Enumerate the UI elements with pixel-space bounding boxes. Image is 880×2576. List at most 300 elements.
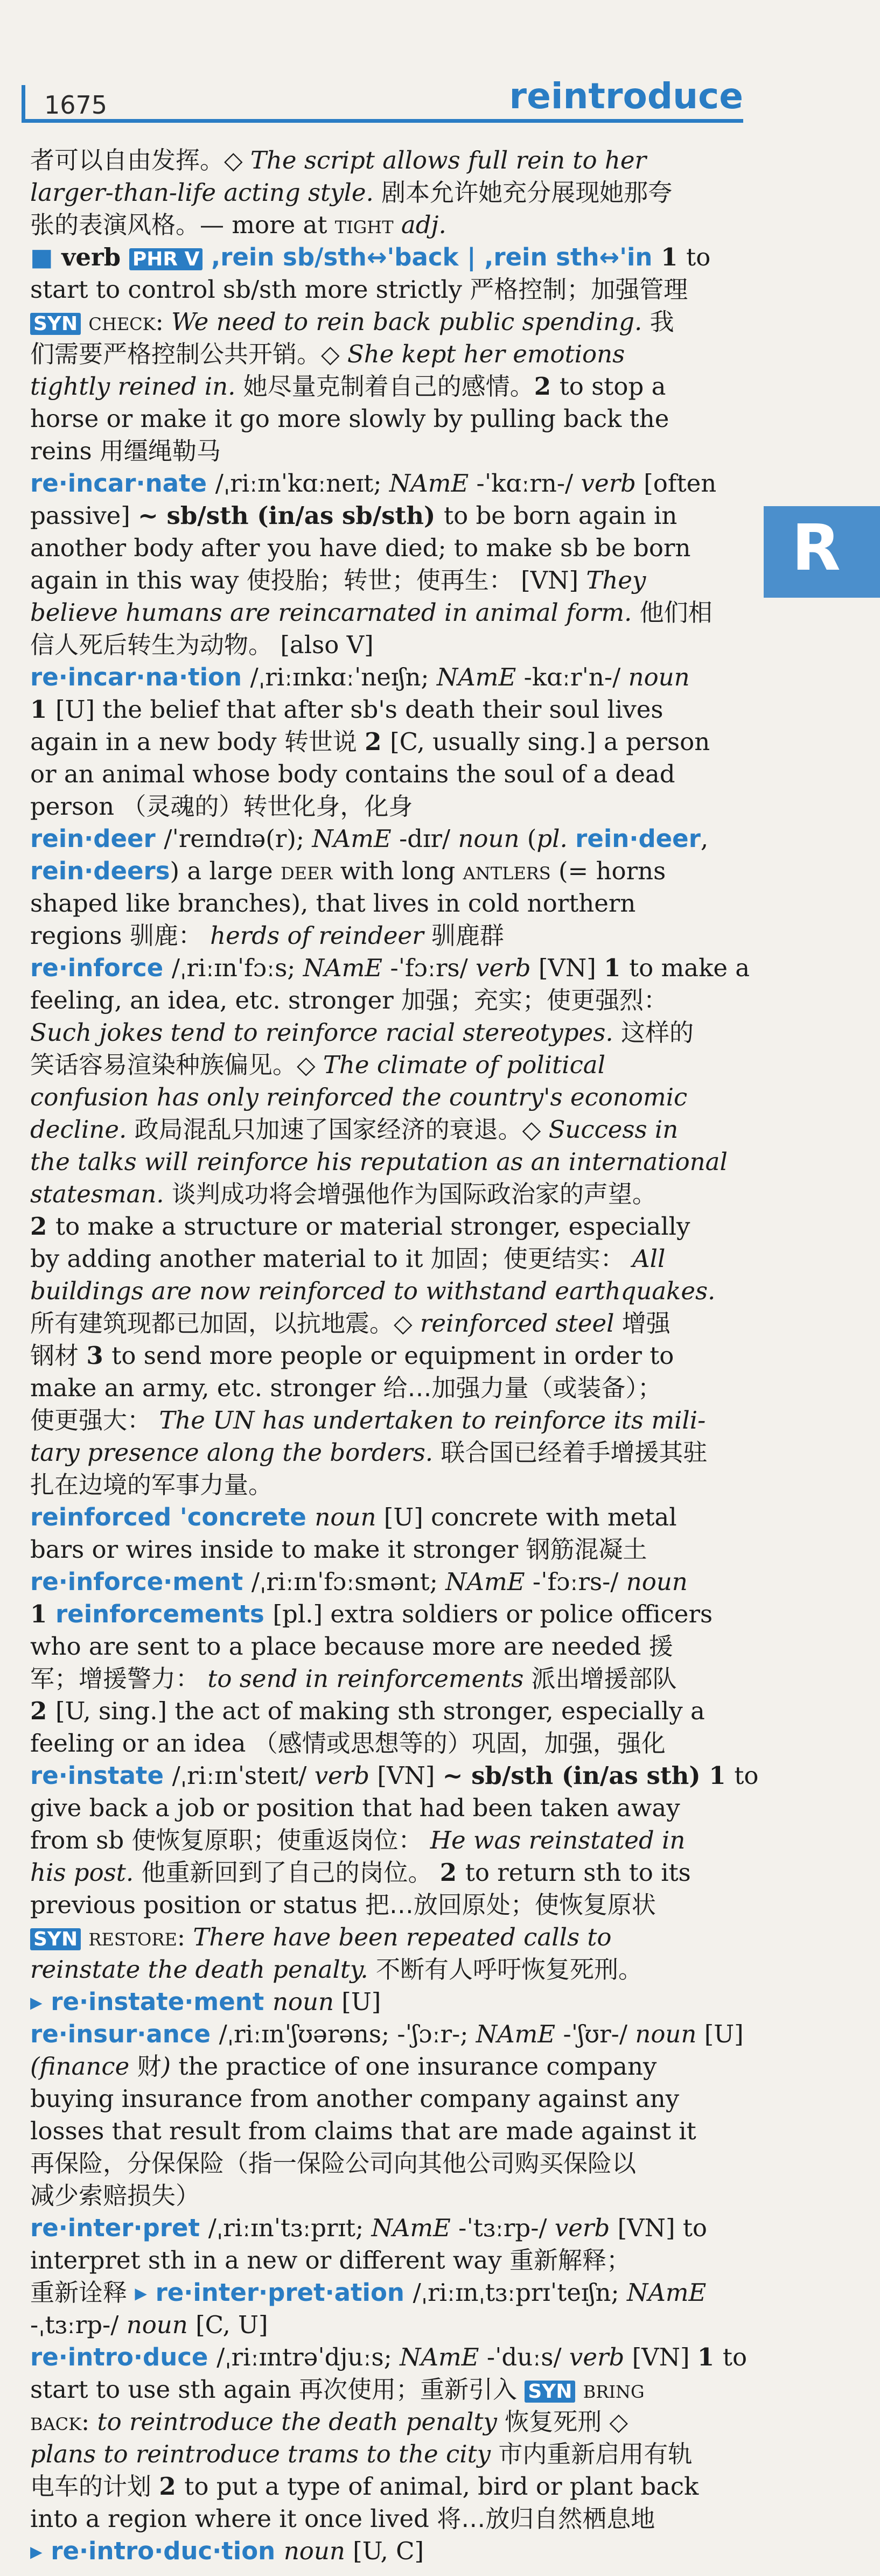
text-segment: to return sth to its xyxy=(465,1858,691,1887)
text-segment: ) a large xyxy=(170,857,281,885)
text-segment: again in this way xyxy=(30,566,247,594)
text-segment: NAmE xyxy=(303,954,390,982)
text-segment: 再次使用；重新引入 xyxy=(299,2375,525,2404)
text-segment: noun xyxy=(458,824,527,853)
text-line xyxy=(30,2115,753,2147)
text-line xyxy=(30,597,753,629)
text-segment: 3 xyxy=(86,1341,112,1370)
text-line xyxy=(30,274,753,306)
text-segment: verb xyxy=(314,1761,378,1790)
text-segment: NAmE xyxy=(445,1567,533,1596)
text-segment: another body after you have died; to make sb be born xyxy=(30,534,691,562)
headword: re·instate xyxy=(30,1761,172,1790)
text-line xyxy=(30,1146,753,1178)
text-segment: his post. xyxy=(30,1858,142,1887)
text-segment: 使投胎；转世；使再生： xyxy=(246,566,513,594)
text-segment: give back a job or position that had been taken away xyxy=(30,1794,680,1822)
text-segment: 他们相 xyxy=(639,598,713,627)
text-line xyxy=(30,1049,753,1081)
text-segment: 信人死后转生为动物。 xyxy=(30,631,273,659)
text-line xyxy=(30,1017,753,1049)
text-line xyxy=(30,2147,753,2180)
headword: rein·deer xyxy=(30,824,164,853)
text-segment: (finance xyxy=(30,2052,137,2081)
text-segment: ~ sb/sth (in/as sb/sth) xyxy=(138,501,444,530)
label-tag: SYN xyxy=(30,313,81,335)
text-line xyxy=(30,1598,753,1630)
text-segment: -ˈʃʊr-/ xyxy=(563,2020,635,2048)
text-segment: 加固；使更结实： xyxy=(430,1244,633,1273)
text-line xyxy=(30,2341,753,2374)
text-line xyxy=(30,758,753,790)
text-line xyxy=(30,2374,753,2406)
text-segment: : xyxy=(177,1923,193,1951)
text-line xyxy=(30,532,753,564)
text-segment: 严格控制；加强管理 xyxy=(470,275,688,304)
text-segment: The climate of political xyxy=(323,1051,605,1079)
text-segment: NAmE xyxy=(436,663,524,691)
text-line xyxy=(30,2535,753,2567)
text-segment: 派出增援部队 xyxy=(531,1664,677,1693)
text-line xyxy=(30,1275,753,1307)
text-segment: plans to reintroduce trams to the city xyxy=(30,2440,499,2468)
text-segment: /ˌriːɪnˈʃʊərəns; -ˈʃɔːr-; xyxy=(219,2020,476,2048)
text-segment: to xyxy=(734,1761,759,1790)
text-segment: 他重新回到了自己的岗位。 xyxy=(141,1858,440,1887)
text-segment: to make a xyxy=(629,954,750,982)
text-segment: 所有建筑现都已加固，以抗地震。◇ xyxy=(30,1309,420,1338)
text-line xyxy=(30,984,753,1017)
text-segment: /ˌriːɪntrəˈdjuːs; xyxy=(216,2343,400,2371)
text-segment: 不断有人呼吁恢复死刑。 xyxy=(375,1955,642,1984)
text-line xyxy=(30,306,753,338)
text-line xyxy=(30,1760,759,1792)
text-segment: [VN] xyxy=(377,1761,443,1790)
text-line xyxy=(30,2244,753,2277)
text-segment: /ˌriːɪnˈtɜːprɪt; xyxy=(208,2214,372,2242)
text-segment: [U] xyxy=(341,1987,381,2016)
text-line xyxy=(30,144,753,177)
text-line xyxy=(30,1663,753,1695)
text-segment: He was reinstated in xyxy=(430,1826,686,1854)
text-segment: 驯鹿： xyxy=(129,921,211,950)
text-segment: reins xyxy=(30,437,100,465)
text-segment: by adding another material to it xyxy=(30,1244,431,1273)
text-segment: /ˌriːɪnkɑːˈneɪʃn; xyxy=(250,663,437,691)
text-segment: They xyxy=(586,566,646,594)
text-segment: The script allows full rein to her xyxy=(250,146,647,174)
text-segment: back xyxy=(30,2407,82,2436)
text-line xyxy=(30,1630,753,1663)
headword: re·insur·ance xyxy=(30,2020,219,2048)
text-segment: 使更强大： xyxy=(30,1406,159,1434)
text-segment: /ˈreɪndɪə(r); xyxy=(164,824,312,853)
text-segment: 2 xyxy=(365,727,390,756)
text-line xyxy=(30,2083,753,2115)
text-segment: to be born again in xyxy=(443,501,678,530)
text-segment: start to use sth again xyxy=(30,2375,299,2404)
text-segment: to put a type of animal, bird or plant back xyxy=(184,2472,699,2501)
text-segment: NAmE xyxy=(371,2214,459,2242)
text-segment: -ˌtɜːrp-/ xyxy=(30,2311,127,2339)
text-segment: /ˌriːɪnˈfɔːsmənt; xyxy=(251,1567,446,1596)
text-segment: -dɪr/ xyxy=(399,824,458,853)
text-line xyxy=(30,1727,753,1760)
text-segment: -ˈtɜːrp-/ xyxy=(458,2214,555,2242)
text-segment: , xyxy=(700,824,709,853)
text-segment: verb xyxy=(61,243,129,271)
text-segment: 把…放回原处；使恢复原状 xyxy=(365,1891,656,1919)
text-segment: 减少索赔损失） xyxy=(30,2181,200,2210)
text-segment: NAmE xyxy=(476,2020,563,2048)
text-segment: [VN] xyxy=(632,2343,697,2371)
text-segment: [often xyxy=(644,469,717,498)
text-segment: ) xyxy=(161,2052,179,2081)
text-segment: check xyxy=(81,307,156,336)
text-segment: [VN] xyxy=(538,954,604,982)
text-segment: 用缰绳勒马 xyxy=(99,437,221,465)
text-segment: 2 xyxy=(30,1212,55,1241)
running-head: reintroduce xyxy=(509,75,743,117)
text-line xyxy=(30,1824,753,1857)
dictionary-entries xyxy=(30,144,759,2567)
text-segment: 钢筋混凝土 xyxy=(526,1535,647,1564)
text-segment: statesman. xyxy=(30,1180,172,1208)
text-segment: antlers xyxy=(463,857,558,885)
text-segment: verb xyxy=(581,469,644,498)
text-segment: [also V] xyxy=(273,631,374,659)
text-segment: larger-than-life acting style. xyxy=(30,178,382,207)
text-segment: with long xyxy=(340,857,463,885)
text-line xyxy=(30,2309,753,2341)
text-segment: who are sent to a place because more are needed xyxy=(30,1632,649,1661)
text-segment: All xyxy=(632,1244,666,1273)
text-segment: make an army, etc. stronger xyxy=(30,1374,383,1402)
text-segment: 这样的 xyxy=(621,1018,694,1047)
text-segment: 政局混乱只加速了国家经济的衰退。◇ xyxy=(134,1115,549,1144)
text-segment: 将…放归自然栖息地 xyxy=(437,2504,655,2533)
text-segment: [C, U] xyxy=(195,2311,268,2339)
text-line xyxy=(30,1437,753,1469)
text-segment: the practice of one insurance company xyxy=(178,2052,657,2081)
text-segment: to xyxy=(722,2343,748,2371)
text-segment: noun xyxy=(628,663,690,691)
text-segment: or an animal whose body contains the soul of a dead xyxy=(30,760,675,788)
text-segment: the talks will reinforce his reputation as an international xyxy=(30,1147,728,1176)
text-segment: 重新诠释 xyxy=(30,2278,135,2307)
text-line xyxy=(30,403,753,435)
text-segment: deer xyxy=(280,857,340,885)
text-segment: 加强；充实；使更强烈： xyxy=(401,986,668,1014)
text-segment: tight xyxy=(334,211,401,239)
text-line xyxy=(30,1566,753,1598)
text-segment: : xyxy=(155,307,172,336)
text-segment: noun xyxy=(315,1503,384,1531)
text-segment: 扎在边境的军事力量。 xyxy=(30,1471,273,1499)
text-segment: NAmE xyxy=(312,824,400,853)
text-segment: There have been repeated calls to xyxy=(193,1923,612,1951)
text-segment: [C, usually sing.] a person xyxy=(390,727,710,756)
text-line xyxy=(30,952,753,984)
text-line xyxy=(30,2180,753,2212)
text-segment: 再保险，分保保险（指一保险公司向其他公司购买保险以 xyxy=(30,2149,637,2178)
text-segment: tary presence along the borders. xyxy=(30,1438,441,1467)
text-segment: /ˌriːɪnˈfɔːs; xyxy=(171,954,303,982)
text-segment: 转世说 xyxy=(284,727,365,756)
thumb-index-tab xyxy=(764,506,880,598)
text-segment: （感情或思想等的）巩固，加强，强化 xyxy=(253,1729,666,1758)
text-segment: to send in reinforcements xyxy=(207,1664,532,1693)
text-line xyxy=(30,1210,753,1243)
text-segment: 2 xyxy=(439,1858,465,1887)
headword: rein·deers xyxy=(30,857,170,885)
text-line xyxy=(30,177,753,209)
text-segment: ~ sb/sth (in/as sth) 1 xyxy=(442,1761,735,1790)
text-segment: 者可以自由发挥。◇ xyxy=(30,146,250,174)
text-segment: [U] concrete with metal xyxy=(383,1503,677,1531)
text-segment: to make a structure or material stronger, especially xyxy=(55,1212,690,1241)
text-line xyxy=(30,2503,753,2535)
label-tag: SYN xyxy=(30,1928,81,1950)
headword: reinforced 'concrete xyxy=(30,1503,315,1531)
text-line xyxy=(30,726,753,758)
text-segment: noun xyxy=(635,2020,704,2048)
text-line xyxy=(30,661,753,694)
headword: re·intro·duce xyxy=(30,2343,217,2371)
text-segment: noun xyxy=(626,1567,688,1596)
text-segment: adj. xyxy=(401,211,446,239)
text-line xyxy=(30,1792,753,1824)
text-segment: 电车的计划 xyxy=(30,2472,159,2501)
text-segment: again in a new body xyxy=(30,727,284,756)
text-segment: 2 xyxy=(30,1697,55,1725)
text-segment: /ˌriːɪnˈsteɪt/ xyxy=(172,1761,315,1790)
text-line xyxy=(30,1534,753,1566)
text-line xyxy=(30,1695,753,1727)
text-segment: She kept her emotions xyxy=(347,340,625,368)
text-line xyxy=(30,564,753,597)
text-segment: -kɑːrˈn-/ xyxy=(523,663,628,691)
text-segment: ▸ re·intro·duc·tion xyxy=(30,2537,284,2565)
text-segment: into a region where it once lived xyxy=(30,2504,437,2533)
text-segment: -ˈfɔːrs-/ xyxy=(532,1567,626,1596)
text-segment: to reintroduce the death penalty xyxy=(97,2407,505,2436)
text-segment: noun xyxy=(272,1987,342,2016)
text-line xyxy=(30,338,753,370)
text-segment: verb xyxy=(476,954,539,982)
text-segment: 给…加强力量（或装备）； xyxy=(383,1374,662,1402)
text-line xyxy=(30,2438,753,2470)
text-line xyxy=(30,435,753,467)
text-segment: ▸ re·inter·pret·ation xyxy=(135,2278,413,2307)
text-segment: restore xyxy=(81,1923,177,1951)
text-line xyxy=(30,823,753,855)
text-segment: 2 xyxy=(534,372,560,401)
text-segment: We need to rein back public spending. xyxy=(171,307,650,336)
text-segment: [U, sing.] the act of making sth stronger, especially a xyxy=(55,1697,705,1725)
text-segment: 1 xyxy=(697,2343,723,2371)
text-segment: NAmE xyxy=(400,2343,487,2371)
headword: rein·deer xyxy=(575,824,701,853)
text-segment: shaped like branches), that lives in cold northern xyxy=(30,889,636,918)
text-segment: 市内重新启用有轨 xyxy=(498,2440,693,2468)
text-segment: reinstate the death penalty. xyxy=(30,1955,376,1984)
text-segment: （灵魂的）转世化身，化身 xyxy=(122,792,413,821)
text-line xyxy=(30,1340,753,1372)
text-segment: person xyxy=(30,792,122,821)
text-line xyxy=(30,1954,753,1986)
headword: reinforcements xyxy=(55,1600,273,1628)
text-segment: 援 xyxy=(648,1632,673,1661)
text-segment: to stop a xyxy=(559,372,666,401)
text-segment: buying insurance from another company against any xyxy=(30,2084,680,2113)
text-segment: from sb xyxy=(30,1826,132,1854)
text-segment: bring xyxy=(575,2375,645,2404)
text-line xyxy=(30,694,753,726)
text-line xyxy=(30,1372,753,1404)
text-segment: to xyxy=(686,243,711,271)
text-segment: losses that result from claims that are made against it xyxy=(30,2117,696,2145)
text-segment: 1 xyxy=(604,954,630,982)
text-segment: 恢复死刑 ◇ xyxy=(505,2407,628,2436)
text-segment: Success in xyxy=(548,1115,679,1144)
text-segment: verb xyxy=(554,2214,618,2242)
headword: re·incar·na·tion xyxy=(30,663,250,691)
text-segment: 1 xyxy=(30,695,55,724)
text-line xyxy=(30,1178,753,1210)
thumb-index-letter: R xyxy=(792,510,841,585)
text-line xyxy=(30,629,753,661)
text-segment: 张的表演风格。 xyxy=(30,211,200,239)
text-line xyxy=(30,500,753,532)
text-segment: 使恢复原职；使重返岗位： xyxy=(131,1826,430,1854)
text-line xyxy=(30,2212,753,2244)
text-segment: 军；增援警力： xyxy=(30,1664,208,1693)
text-line xyxy=(30,1501,753,1534)
text-segment: to send more people or equipment in order to xyxy=(111,1341,674,1370)
text-line xyxy=(30,370,753,403)
text-line xyxy=(30,1889,753,1921)
text-segment: 钢材 xyxy=(30,1341,87,1370)
page-header xyxy=(16,75,743,127)
text-segment: 财 xyxy=(137,2052,162,2081)
text-segment: 谈判成功将会增强他作为国际政治家的声望。 xyxy=(171,1180,656,1208)
text-segment: noun xyxy=(126,2311,196,2339)
text-line xyxy=(30,790,753,823)
text-segment: believe humans are reincarnated in animal form. xyxy=(30,598,640,627)
text-segment: interpret sth in a new or different way xyxy=(30,2246,509,2274)
text-line xyxy=(30,1243,753,1275)
text-segment: 重新解释； xyxy=(509,2246,631,2274)
text-segment: 驯鹿群 xyxy=(431,921,504,950)
text-line xyxy=(30,1081,753,1114)
text-line xyxy=(30,1469,753,1501)
text-segment: start to control sb/sth more strictly xyxy=(30,275,470,304)
text-segment: 1 xyxy=(30,1600,55,1628)
text-segment: -ˈkɑːrn-/ xyxy=(476,469,581,498)
text-segment: ▸ re·instate·ment xyxy=(30,1987,273,2016)
text-segment: /ˌriːɪnˌtɜːprɪˈteɪʃn; xyxy=(413,2278,627,2307)
headword: ,rein sb/sth↔'back | ,rein sth↔'in xyxy=(202,243,661,271)
headword: re·incar·nate xyxy=(30,469,215,498)
text-segment: passive] xyxy=(30,501,138,530)
headword: re·inforce·ment xyxy=(30,1567,252,1596)
text-segment: buildings are now reinforced to withstand earthquakes. xyxy=(30,1277,716,1305)
text-segment: 1 xyxy=(661,243,687,271)
text-segment: NAmE xyxy=(389,469,477,498)
text-line xyxy=(30,2406,753,2438)
text-segment: reinforced steel xyxy=(420,1309,622,1338)
text-line xyxy=(30,887,753,920)
text-segment: 2 xyxy=(159,2472,185,2501)
text-line xyxy=(30,209,753,241)
text-line xyxy=(30,241,753,274)
text-segment: -ˈfɔːrs/ xyxy=(390,954,476,982)
text-segment: [U] xyxy=(704,2020,744,2048)
text-segment: (= horns xyxy=(558,857,666,885)
text-line xyxy=(30,2018,753,2050)
text-segment: ( xyxy=(527,824,537,853)
text-line xyxy=(30,1986,753,2018)
text-segment: 我 xyxy=(649,307,674,336)
text-line xyxy=(30,1857,753,1889)
text-segment: [U, C] xyxy=(353,2537,424,2565)
text-segment: previous position or status xyxy=(30,1891,365,1919)
text-segment: ■ xyxy=(30,243,62,271)
text-line xyxy=(30,2277,753,2309)
text-line xyxy=(30,920,753,952)
text-segment: decline. xyxy=(30,1115,135,1144)
text-segment: 联合国已经着手增援其驻 xyxy=(441,1438,708,1467)
text-segment: NAmE xyxy=(626,2278,707,2307)
text-segment: [VN] xyxy=(513,566,586,594)
text-line xyxy=(30,2050,753,2083)
page-number: 1675 xyxy=(44,90,108,120)
text-segment: The UN has undertaken to reinforce its mili- xyxy=(159,1406,706,1434)
text-line xyxy=(30,1114,753,1146)
text-segment: : xyxy=(81,2407,97,2436)
headword: re·inter·pret xyxy=(30,2214,208,2242)
text-segment: bars or wires inside to make it stronger xyxy=(30,1535,526,1564)
text-line xyxy=(30,1307,753,1340)
text-segment: 她尽量克制着自己的感情。 xyxy=(243,372,534,401)
text-line xyxy=(30,2470,753,2503)
text-segment: Such jokes tend to reinforce racial stereotypes. xyxy=(30,1018,621,1047)
text-segment: [U] the belief that after sb's death their soul lives xyxy=(55,695,664,724)
text-segment: 增强 xyxy=(621,1309,671,1338)
header-rule-horizontal xyxy=(22,119,743,123)
text-segment: /ˌriːɪnˈkɑːneɪt; xyxy=(215,469,389,498)
text-segment: verb xyxy=(569,2343,632,2371)
text-segment: pl. xyxy=(536,824,576,853)
header-rule-vertical xyxy=(22,85,25,123)
text-line xyxy=(30,1921,753,1954)
label-tag: SYN xyxy=(525,2381,575,2403)
headword: re·inforce xyxy=(30,954,172,982)
text-segment: 剧本允许她充分展现她那夸 xyxy=(381,178,673,207)
text-segment: — more at xyxy=(200,211,335,239)
text-segment: confusion has only reinforced the country's economic xyxy=(30,1083,688,1111)
text-segment: horse or make it go more slowly by pulling back the xyxy=(30,404,669,433)
text-segment: [VN] to xyxy=(617,2214,708,2242)
text-segment: 笑话容易渲染种族偏见。◇ xyxy=(30,1051,323,1079)
text-segment: [pl.] extra soldiers or police officers xyxy=(273,1600,713,1628)
text-line xyxy=(30,1404,753,1437)
text-segment: 们需要严格控制公共开销。◇ xyxy=(30,340,347,368)
text-segment: regions xyxy=(30,921,130,950)
text-segment: noun xyxy=(283,2537,353,2565)
label-tag: PHR V xyxy=(129,248,203,270)
